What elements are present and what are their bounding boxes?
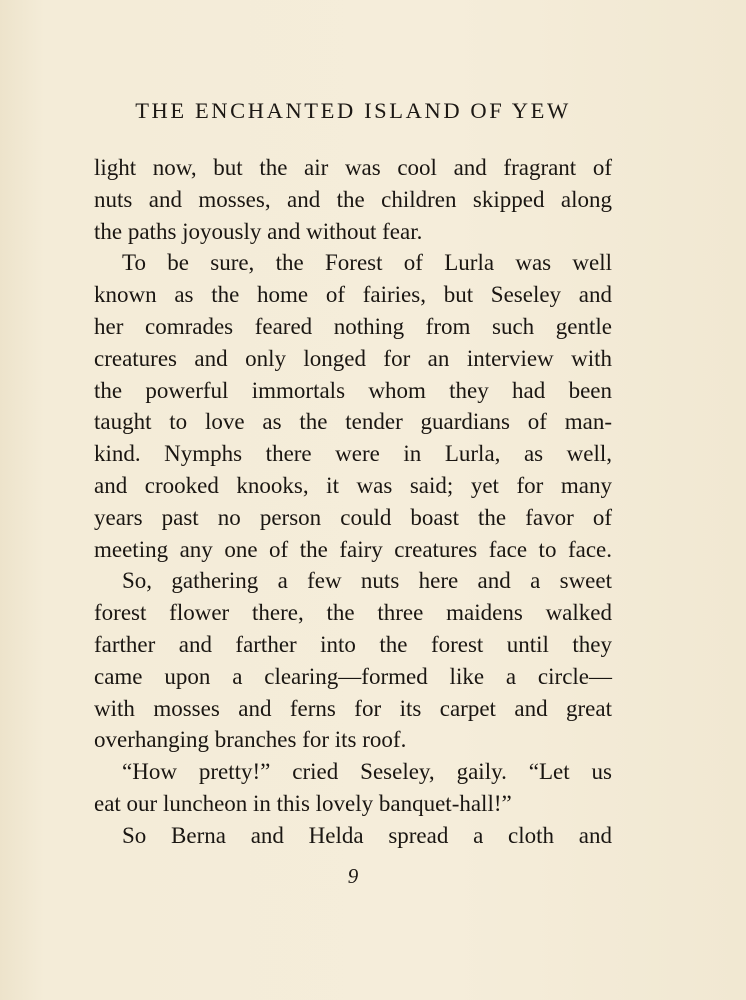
text-line: her comrades feared nothing from such gentle bbox=[94, 313, 612, 339]
text-line: farther and farther into the forest until they bbox=[94, 631, 612, 657]
body-text bbox=[94, 152, 612, 852]
text-line: So, gathering a few nuts here and a sweet bbox=[122, 568, 612, 594]
text-line: the paths joyously and without fear. bbox=[94, 218, 423, 244]
text-line: meeting any one of the fairy creatures face to face. bbox=[94, 536, 612, 562]
text-line: “How pretty!” cried Seseley, gaily. “Let us bbox=[122, 759, 612, 785]
text-line: and crooked knooks, it was said; yet for many bbox=[94, 472, 612, 498]
text-line: taught to love as the tender guardians of man- bbox=[94, 409, 612, 435]
text-line: known as the home of fairies, but Seseley and bbox=[94, 282, 612, 308]
text-line: years past no person could boast the favor of bbox=[94, 504, 612, 530]
text-line: light now, but the air was cool and fragrant of bbox=[94, 155, 612, 180]
running-head: THE ENCHANTED ISLAND OF YEW bbox=[135, 98, 571, 123]
text-line: creatures and only longed for an interview with bbox=[94, 345, 612, 371]
page-number: 9 bbox=[347, 864, 359, 888]
text-line: forest flower there, the three maidens walked bbox=[94, 600, 612, 626]
text-line: kind. Nymphs there were in Lurla, as well, bbox=[94, 441, 612, 467]
text-line: the powerful immortals whom they had been bbox=[94, 377, 612, 403]
text-line: So Berna and Helda spread a cloth and bbox=[122, 822, 612, 848]
text-line: overhanging branches for its roof. bbox=[94, 727, 407, 753]
text-line: nuts and mosses, and the children skipped along bbox=[94, 186, 612, 212]
text-line: eat our luncheon in this lovely banquet-hall!” bbox=[94, 790, 512, 816]
text-line: with mosses and ferns for its carpet and great bbox=[94, 695, 612, 721]
text-line: came upon a clearing—formed like a circle— bbox=[94, 663, 612, 689]
text-line: To be sure, the Forest of Lurla was well bbox=[122, 250, 612, 276]
